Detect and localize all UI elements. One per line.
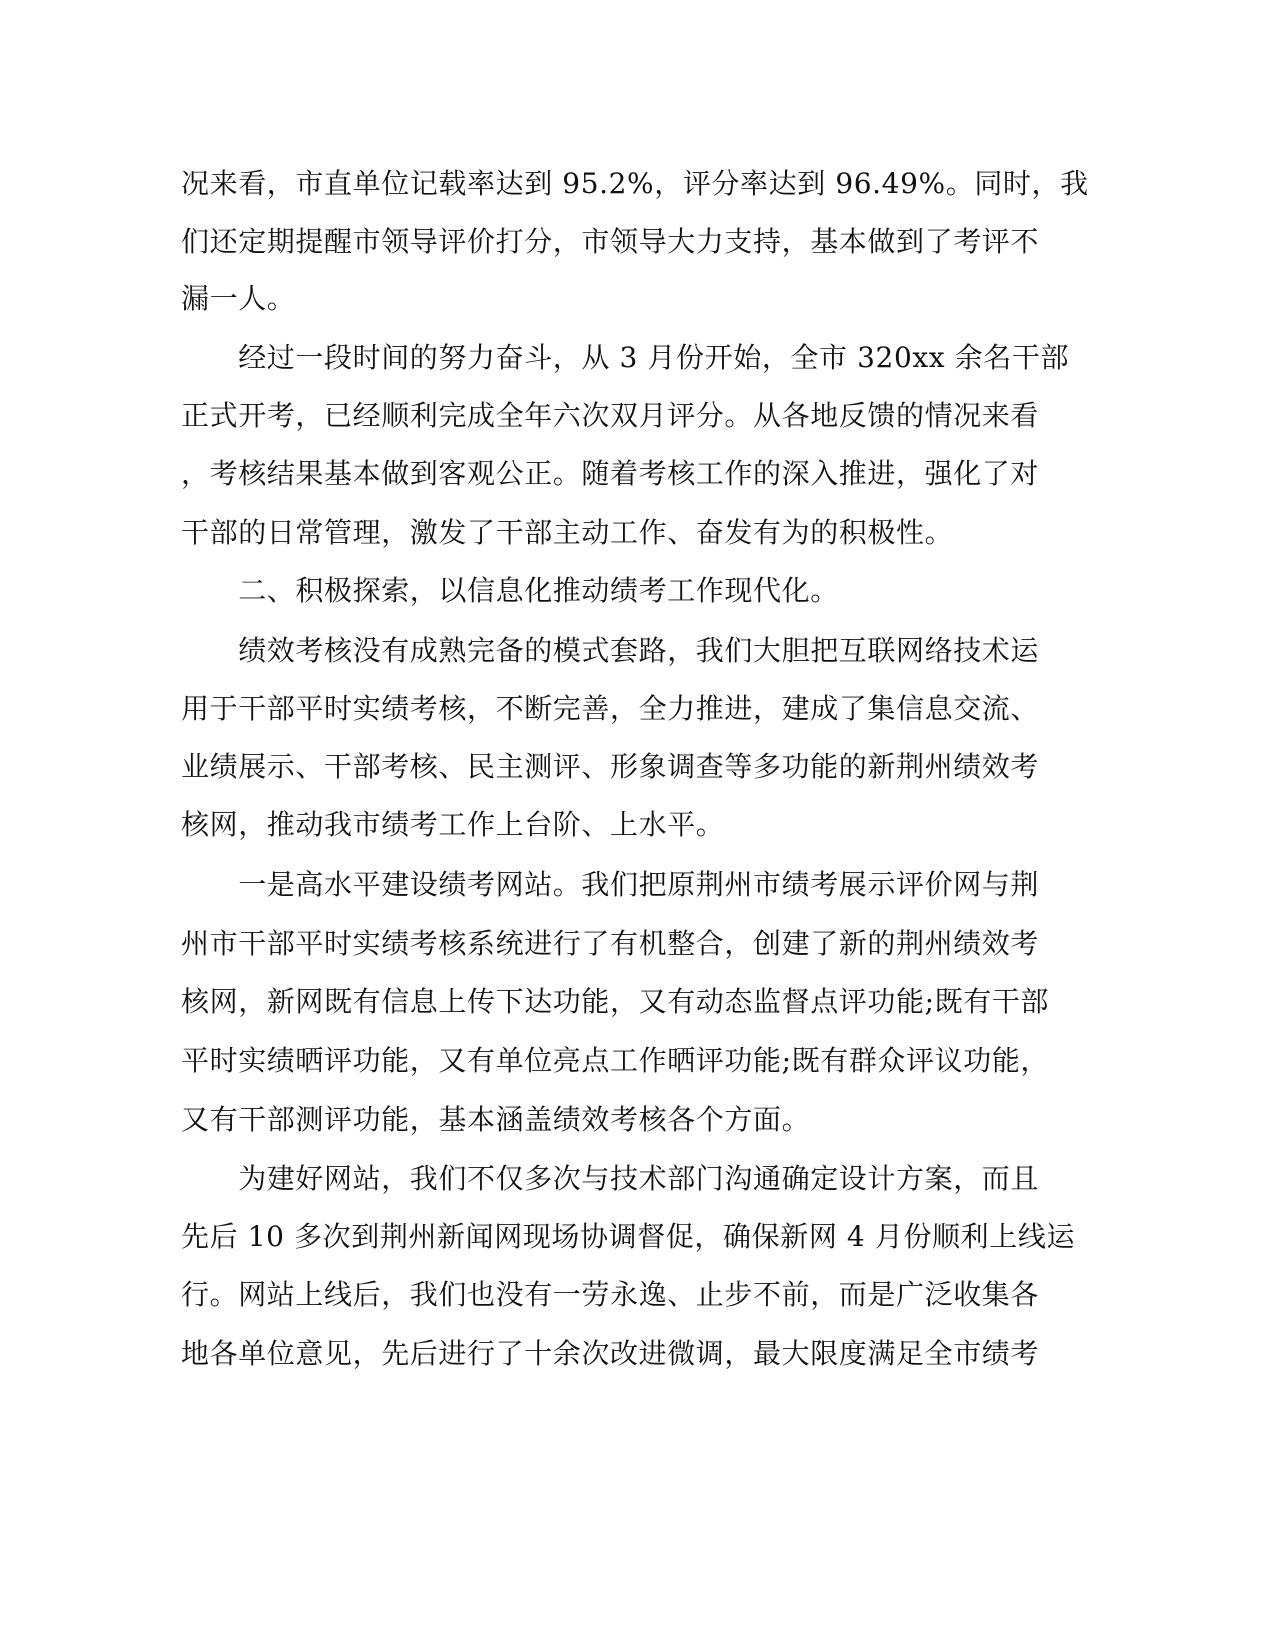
- text-line: 业绩展示、干部考核、民主测评、形象调查等多功能的新荆州绩效考: [181, 750, 1040, 783]
- text-line: 又有干部测评功能，基本涵盖绩效考核各个方面。: [181, 1103, 811, 1136]
- text-line: 经过一段时间的努力奋斗，从 3 月份开始，全市 320xx 余名干部: [181, 341, 1070, 374]
- text-line: 核网，推动我市绩考工作上台阶、上水平。: [181, 808, 725, 841]
- text-line: 先后 10 多次到荆州新闻网现场协调督促，确保新网 4 月份顺利上线运: [181, 1220, 1076, 1253]
- text-line: 用于干部平时实绩考核，不断完善，全力推进，建成了集信息交流、: [181, 692, 1040, 725]
- text-line: 况来看，市直单位记载率达到 95.2%，评分率达到 96.49%。同时，我: [181, 167, 1089, 200]
- text-line: 正式开考，已经顺利完成全年六次双月评分。从各地反馈的情况来看: [181, 399, 1040, 432]
- text-line: 漏一人。: [181, 282, 296, 315]
- section-heading: 二、积极探索，以信息化推动绩考工作现代化。: [181, 574, 839, 607]
- text-line: 干部的日常管理，激发了干部主动工作、奋发有为的积极性。: [181, 516, 954, 549]
- text-line: 地各单位意见，先后进行了十余次改进微调，最大限度满足全市绩考: [181, 1337, 1040, 1370]
- text-line: 一是高水平建设绩考网站。我们把原荆州市绩考展示评价网与荆: [181, 868, 1040, 901]
- text-line: ，考核结果基本做到客观公正。随着考核工作的深入推进，强化了对: [181, 457, 1040, 490]
- text-line: 州市干部平时实绩考核系统进行了有机整合，创建了新的荆州绩效考: [181, 927, 1040, 960]
- text-line: 绩效考核没有成熟完备的模式套路，我们大胆把互联网络技术运: [181, 634, 1040, 667]
- text-line: 平时实绩晒评功能，又有单位亮点工作晒评功能;既有群众评议功能，: [181, 1044, 1050, 1077]
- text-line: 为建好网站，我们不仅多次与技术部门沟通确定设计方案，而且: [181, 1162, 1040, 1195]
- text-line: 行。网站上线后，我们也没有一劳永逸、止步不前，而是广泛收集各: [181, 1278, 1040, 1311]
- text-line: 核网，新网既有信息上传下达功能，又有动态监督点评功能;既有干部: [181, 985, 1050, 1018]
- text-line: 们还定期提醒市领导评价打分，市领导大力支持，基本做到了考评不: [181, 225, 1040, 258]
